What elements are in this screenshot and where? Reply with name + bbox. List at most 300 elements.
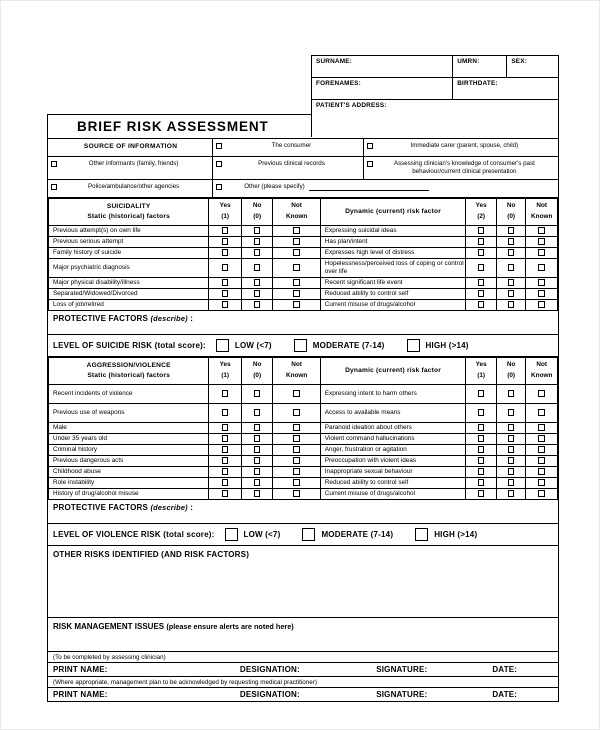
date-field[interactable]: DATE: (492, 689, 518, 699)
static-yes-cell[interactable] (209, 403, 242, 422)
table-row (49, 403, 558, 422)
checkbox-icon[interactable] (478, 290, 485, 297)
violence-risk-high-option[interactable] (415, 528, 477, 541)
violence-risk-moderate-option[interactable] (302, 528, 393, 541)
static-no-cell[interactable] (241, 444, 273, 455)
checkbox-icon[interactable] (478, 264, 485, 271)
table-row (49, 433, 558, 444)
signature-field[interactable]: SIGNATURE: (376, 689, 428, 699)
static-no-cell[interactable] (241, 288, 273, 299)
static-notknown-cell[interactable] (273, 433, 320, 444)
static-no-cell[interactable] (241, 433, 273, 444)
dynamic-yes-cell[interactable] (466, 299, 497, 310)
dynamic-notknown-cell[interactable] (526, 236, 558, 247)
checkbox-icon[interactable] (293, 490, 300, 497)
static-no-cell[interactable] (241, 477, 273, 488)
checkbox-icon[interactable] (478, 390, 485, 397)
dynamic-yes-cell[interactable] (466, 466, 497, 477)
static-no-cell[interactable] (241, 466, 273, 477)
static-yes-cell[interactable] (209, 225, 242, 236)
checkbox-icon[interactable] (538, 490, 545, 497)
dynamic-yes-cell[interactable] (466, 403, 497, 422)
checkbox-icon[interactable] (293, 227, 300, 234)
static-no-cell[interactable] (241, 384, 273, 403)
checkbox-icon[interactable] (293, 468, 300, 475)
table-row (49, 422, 558, 433)
static-notknown-cell[interactable] (273, 444, 320, 455)
sticker-row-1 (312, 56, 558, 78)
designation-field[interactable]: DESIGNATION: (239, 689, 300, 699)
static-factor-label: Major physical disability/illness (49, 277, 209, 288)
checkbox-icon[interactable] (293, 435, 300, 442)
suicide-risk-moderate-option[interactable] (294, 339, 385, 352)
table-row (49, 384, 558, 403)
static-yes-cell[interactable] (209, 236, 242, 247)
checkbox-icon[interactable] (538, 424, 545, 431)
checkbox-icon[interactable] (478, 238, 485, 245)
checkbox-icon[interactable] (538, 227, 545, 234)
checkbox-icon[interactable] (254, 424, 261, 431)
checkbox-icon[interactable] (254, 479, 261, 486)
checkbox-icon[interactable] (222, 290, 229, 297)
checkbox-icon[interactable] (508, 238, 515, 245)
clinician-signature-row (48, 663, 558, 677)
dynamic-yes-cell[interactable] (466, 225, 497, 236)
static-factor-label: Previous serious attempt (49, 236, 209, 247)
static-factor-label: Separated/Widowed/Divorced (49, 288, 209, 299)
static-factor-label: Previous dangerous acts (49, 455, 209, 466)
static-factor-label: Criminal history (49, 444, 209, 455)
option-label: MODERATE (7-14) (312, 340, 385, 350)
risk-management-note: (please ensure alerts are noted here) (166, 621, 294, 631)
suicidality-header-row (49, 198, 558, 225)
table-row (49, 277, 558, 288)
checkbox-icon[interactable] (254, 446, 261, 453)
print-name-field[interactable]: PRINT NAME: (53, 664, 108, 674)
checkbox-icon[interactable] (222, 457, 229, 464)
checkbox-icon[interactable] (222, 238, 229, 245)
other-specify-input[interactable] (309, 184, 429, 191)
checkbox-icon[interactable] (508, 290, 515, 297)
dynamic-no-cell[interactable] (496, 455, 526, 466)
suicidality-table (48, 198, 558, 311)
print-name-field[interactable]: PRINT NAME: (53, 689, 108, 699)
static-notknown-cell[interactable] (273, 455, 320, 466)
checkbox-icon[interactable] (478, 490, 485, 497)
checkbox-icon[interactable] (508, 424, 515, 431)
checkbox-icon[interactable] (538, 409, 545, 416)
option-label: HIGH (>14) (425, 340, 469, 350)
checkbox-icon[interactable] (254, 435, 261, 442)
checkbox-icon[interactable] (478, 279, 485, 286)
checkbox-icon[interactable] (222, 227, 229, 234)
suicidality-static-heading: SUICIDALITY Static (historical) factors (49, 198, 209, 225)
checkbox-icon[interactable] (538, 457, 545, 464)
source-option-label: Other informants (family, friends) (88, 160, 179, 167)
checkbox-icon[interactable] (222, 301, 229, 308)
birthdate-field[interactable]: BIRTHDATE: (452, 78, 558, 99)
checkbox-icon[interactable] (254, 227, 261, 234)
checkbox-icon[interactable] (222, 479, 229, 486)
dynamic-no-cell[interactable] (496, 258, 526, 277)
checkbox-icon[interactable] (508, 264, 515, 271)
static-factor-label: Loss of job/retired (49, 299, 209, 310)
checkbox-icon[interactable] (478, 479, 485, 486)
static-yes-cell[interactable] (209, 488, 242, 499)
violence-header-row (49, 357, 558, 384)
dynamic-factor-label: Expressing suicidal ideas (320, 225, 466, 236)
dynamic-no-cell[interactable] (496, 236, 526, 247)
checkbox-icon[interactable] (508, 446, 515, 453)
dynamic-no-cell[interactable] (496, 422, 526, 433)
static-notknown-cell[interactable] (273, 236, 320, 247)
static-notknown-cell[interactable] (273, 288, 320, 299)
checkbox-icon[interactable] (508, 227, 515, 234)
source-option-police-ambulance[interactable] (48, 180, 212, 197)
checkbox-icon[interactable] (222, 446, 229, 453)
level-of-violence-risk-label: LEVEL OF VIOLENCE RISK (total score): (53, 529, 215, 539)
violence-dynamic-col-notknown: Not Known (526, 357, 558, 384)
checkbox-icon[interactable] (538, 468, 545, 475)
option-label: HIGH (>14) (434, 529, 478, 539)
suicidality-dynamic-col-notknown: Not Known (526, 198, 558, 225)
static-yes-cell[interactable] (209, 466, 242, 477)
static-yes-cell[interactable] (209, 258, 242, 277)
checkbox-icon[interactable] (508, 279, 515, 286)
dynamic-no-cell[interactable] (496, 247, 526, 258)
dynamic-yes-cell[interactable] (466, 277, 497, 288)
sticker-cutout (311, 113, 558, 137)
table-row (49, 466, 558, 477)
checkbox-icon[interactable] (254, 490, 261, 497)
risk-management-label: RISK MANAGEMENT ISSUES (53, 621, 165, 631)
checkbox-icon[interactable] (508, 468, 515, 475)
checkbox-icon[interactable] (508, 435, 515, 442)
checkbox-icon[interactable] (293, 457, 300, 464)
checkbox-icon[interactable] (222, 409, 229, 416)
dynamic-notknown-cell[interactable] (526, 403, 558, 422)
clinician-note: (To be completed by assessing clinician) (48, 652, 558, 663)
checkbox-icon[interactable] (538, 238, 545, 245)
dynamic-notknown-cell[interactable] (526, 488, 558, 499)
dynamic-notknown-cell[interactable] (526, 422, 558, 433)
dynamic-yes-cell[interactable] (466, 422, 497, 433)
checkbox-icon[interactable] (508, 301, 515, 308)
static-no-cell[interactable] (241, 299, 273, 310)
checkbox-icon[interactable] (538, 301, 545, 308)
checkbox-icon[interactable] (222, 435, 229, 442)
checkbox-icon[interactable] (407, 339, 420, 352)
checkbox-icon[interactable] (538, 479, 545, 486)
static-factor-label: Under 35 years old (49, 433, 209, 444)
static-no-cell[interactable] (241, 236, 273, 247)
checkbox-icon[interactable] (538, 446, 545, 453)
table-row (49, 236, 558, 247)
checkbox-icon[interactable] (538, 390, 545, 397)
checkbox-icon[interactable] (293, 409, 300, 416)
static-notknown-cell[interactable] (273, 466, 320, 477)
checkbox-icon[interactable] (415, 528, 428, 541)
violence-static-col-yes: Yes (1) (209, 357, 242, 384)
checkbox-icon[interactable] (478, 249, 485, 256)
signature-field[interactable]: SIGNATURE: (376, 664, 428, 674)
static-yes-cell[interactable] (209, 455, 242, 466)
dynamic-no-cell[interactable] (496, 225, 526, 236)
dynamic-yes-cell[interactable] (466, 236, 497, 247)
static-no-cell[interactable] (241, 247, 273, 258)
dynamic-yes-cell[interactable] (466, 247, 497, 258)
static-notknown-cell[interactable] (273, 299, 320, 310)
static-yes-cell[interactable] (209, 277, 242, 288)
source-option-label: Police/ambulance/other agencies (88, 182, 180, 190)
dynamic-no-cell[interactable] (496, 403, 526, 422)
dynamic-no-cell[interactable] (496, 444, 526, 455)
checkbox-icon[interactable] (478, 424, 485, 431)
other-risks-section[interactable] (48, 546, 558, 618)
checkbox-icon[interactable] (222, 279, 229, 286)
checkbox-icon[interactable] (478, 435, 485, 442)
surname-field[interactable]: SURNAME: (316, 58, 353, 65)
table-row (49, 288, 558, 299)
source-of-information-row-3 (48, 180, 558, 198)
static-notknown-cell[interactable] (273, 247, 320, 258)
checkbox-icon[interactable] (538, 264, 545, 271)
protective-factors-hint: (describe) (150, 313, 188, 323)
checkbox-icon[interactable] (538, 279, 545, 286)
checkbox-icon[interactable] (538, 290, 545, 297)
suicidality-dynamic-col-no: No (0) (496, 198, 526, 225)
static-notknown-cell[interactable] (273, 488, 320, 499)
checkbox-icon[interactable] (293, 264, 300, 271)
dynamic-notknown-cell[interactable] (526, 277, 558, 288)
checkbox-icon[interactable] (293, 290, 300, 297)
static-notknown-cell[interactable] (273, 258, 320, 277)
level-of-violence-risk-row (48, 524, 558, 546)
checkbox-icon[interactable] (508, 490, 515, 497)
dynamic-factor-label: Current misuse of drugs/alcohol (320, 488, 466, 499)
source-option-previous-clinical-records[interactable] (212, 157, 362, 179)
checkbox-icon[interactable] (293, 238, 300, 245)
dynamic-factor-label: Inappropriate sexual behaviour (320, 466, 466, 477)
static-yes-cell[interactable] (209, 422, 242, 433)
dynamic-no-cell[interactable] (496, 488, 526, 499)
checkbox-icon[interactable] (222, 249, 229, 256)
dynamic-notknown-cell[interactable] (526, 384, 558, 403)
checkbox-icon[interactable] (293, 479, 300, 486)
static-yes-cell[interactable] (209, 433, 242, 444)
forenames-field[interactable]: FORENAMES: (316, 80, 361, 87)
static-no-cell[interactable] (241, 277, 273, 288)
dynamic-notknown-cell[interactable] (526, 477, 558, 488)
dynamic-notknown-cell[interactable] (526, 288, 558, 299)
dynamic-notknown-cell[interactable] (526, 466, 558, 477)
dynamic-factor-label: Preoccupation with violent ideas (320, 455, 466, 466)
dynamic-yes-cell[interactable] (466, 433, 497, 444)
source-option-other-specify[interactable] (212, 180, 558, 197)
checkbox-icon[interactable] (294, 339, 307, 352)
static-no-cell[interactable] (241, 422, 273, 433)
checkbox-icon[interactable] (508, 457, 515, 464)
dynamic-yes-cell[interactable] (466, 384, 497, 403)
checkbox-icon[interactable] (478, 457, 485, 464)
checkbox-icon[interactable] (254, 301, 261, 308)
dynamic-notknown-cell[interactable] (526, 444, 558, 455)
dynamic-notknown-cell[interactable] (526, 225, 558, 236)
table-row (49, 477, 558, 488)
dynamic-no-cell[interactable] (496, 288, 526, 299)
static-factor-label: Role instability (49, 477, 209, 488)
violence-protective-factors[interactable] (48, 500, 558, 524)
dynamic-factor-label: Has plan/intent (320, 236, 466, 247)
checkbox-icon[interactable] (478, 227, 485, 234)
source-option-immediate-carer[interactable] (363, 139, 558, 156)
static-notknown-cell[interactable] (273, 277, 320, 288)
dynamic-yes-cell[interactable] (466, 288, 497, 299)
checkbox-icon[interactable] (254, 238, 261, 245)
table-row (49, 299, 558, 310)
static-no-cell[interactable] (241, 403, 273, 422)
sex-field[interactable]: SEX: (506, 56, 558, 77)
date-field[interactable]: DATE: (492, 664, 518, 674)
dynamic-factor-label: Recent significant life event (320, 277, 466, 288)
dynamic-notknown-cell[interactable] (526, 299, 558, 310)
dynamic-yes-cell[interactable] (466, 258, 497, 277)
static-factor-label: Major psychiatric diagnosis (49, 258, 209, 277)
checkbox-icon[interactable] (293, 279, 300, 286)
checkbox-icon[interactable] (508, 249, 515, 256)
dynamic-factor-label: Access to available means (320, 403, 466, 422)
checkbox-icon[interactable] (478, 301, 485, 308)
checkbox-icon[interactable] (293, 249, 300, 256)
table-row (49, 444, 558, 455)
dynamic-no-cell[interactable] (496, 299, 526, 310)
dynamic-factor-label: Reduced ability to control self (320, 477, 466, 488)
dynamic-no-cell[interactable] (496, 384, 526, 403)
static-yes-cell[interactable] (209, 477, 242, 488)
checkbox-icon[interactable] (478, 446, 485, 453)
dynamic-notknown-cell[interactable] (526, 455, 558, 466)
dynamic-notknown-cell[interactable] (526, 258, 558, 277)
table-row (49, 455, 558, 466)
checkbox-icon[interactable] (508, 479, 515, 486)
dynamic-yes-cell[interactable] (466, 444, 497, 455)
static-yes-cell[interactable] (209, 247, 242, 258)
static-no-cell[interactable] (241, 455, 273, 466)
checkbox-icon[interactable] (478, 409, 485, 416)
checkbox-icon[interactable] (538, 249, 545, 256)
checkbox-icon[interactable] (222, 424, 229, 431)
checkbox-icon[interactable] (254, 290, 261, 297)
practitioner-signature-row (48, 688, 558, 701)
violence-dynamic-heading: Dynamic (current) risk factor (320, 357, 466, 384)
checkbox-icon[interactable] (254, 468, 261, 475)
checkbox-icon[interactable] (508, 390, 515, 397)
checkbox-icon[interactable] (254, 390, 261, 397)
checkbox-icon[interactable] (302, 528, 315, 541)
suicidality-dynamic-col-yes: Yes (2) (466, 198, 497, 225)
checkbox-icon[interactable] (293, 301, 300, 308)
static-notknown-cell[interactable] (273, 422, 320, 433)
checkbox-icon[interactable] (293, 446, 300, 453)
static-yes-cell[interactable] (209, 288, 242, 299)
dynamic-notknown-cell[interactable] (526, 433, 558, 444)
dynamic-yes-cell[interactable] (466, 488, 497, 499)
checkbox-icon[interactable] (478, 468, 485, 475)
suicide-risk-low-option[interactable] (216, 339, 272, 352)
checkbox-icon[interactable] (254, 249, 261, 256)
checkbox-icon[interactable] (222, 390, 229, 397)
designation-field[interactable]: DESIGNATION: (239, 664, 300, 674)
static-notknown-cell[interactable] (273, 477, 320, 488)
suicidality-static-col-no: No (0) (241, 198, 273, 225)
static-factor-label: Previous use of weapons (49, 403, 209, 422)
protective-factors-label: PROTECTIVE FACTORS (53, 502, 149, 512)
violence-static-col-no: No (0) (241, 357, 273, 384)
checkbox-icon[interactable] (222, 468, 229, 475)
checkbox-icon[interactable] (222, 264, 229, 271)
static-no-cell[interactable] (241, 225, 273, 236)
checkbox-icon[interactable] (254, 409, 261, 416)
source-option-clinician-knowledge[interactable] (363, 157, 558, 179)
dynamic-no-cell[interactable] (496, 477, 526, 488)
suicidality-dynamic-heading: Dynamic (current) risk factor (320, 198, 466, 225)
checkbox-icon[interactable] (293, 390, 300, 397)
dynamic-no-cell[interactable] (496, 466, 526, 477)
suicide-risk-high-option[interactable] (407, 339, 469, 352)
checkbox-icon[interactable] (222, 490, 229, 497)
checkbox-icon[interactable] (216, 339, 229, 352)
static-yes-cell[interactable] (209, 299, 242, 310)
violence-risk-low-option[interactable] (225, 528, 281, 541)
static-yes-cell[interactable] (209, 444, 242, 455)
dynamic-yes-cell[interactable] (466, 477, 497, 488)
checkbox-icon[interactable] (293, 424, 300, 431)
checkbox-icon[interactable] (538, 435, 545, 442)
suicide-protective-factors[interactable] (48, 311, 558, 335)
source-option-other-informants[interactable] (48, 157, 212, 179)
static-notknown-cell[interactable] (273, 225, 320, 236)
dynamic-factor-label: Anger, frustration or agitation (320, 444, 466, 455)
patient-address-field[interactable]: PATIENT'S ADDRESS: (316, 102, 387, 109)
source-option-the-consumer[interactable] (212, 139, 362, 156)
protective-factors-colon: : (187, 502, 194, 512)
risk-management-issues-section[interactable] (48, 618, 558, 652)
static-notknown-cell[interactable] (273, 403, 320, 422)
dynamic-yes-cell[interactable] (466, 455, 497, 466)
umrn-field[interactable]: UMRN: (452, 56, 506, 77)
dynamic-no-cell[interactable] (496, 277, 526, 288)
source-of-information-row-2 (48, 157, 558, 180)
checkbox-icon[interactable] (508, 409, 515, 416)
protective-factors-hint: (describe) (150, 502, 188, 512)
static-yes-cell[interactable] (209, 384, 242, 403)
checkbox-icon[interactable] (254, 264, 261, 271)
dynamic-factor-label: Paranoid ideation about others (320, 422, 466, 433)
static-no-cell[interactable] (241, 258, 273, 277)
checkbox-icon[interactable] (254, 457, 261, 464)
violence-static-col-notknown: Not Known (273, 357, 320, 384)
practitioner-note: (Where appropriate, management plan to be acknowledged by requesting medical practitioner) (48, 677, 558, 688)
source-option-label: The consumer (271, 142, 312, 149)
dynamic-no-cell[interactable] (496, 433, 526, 444)
static-factor-label: Recent incidents of violence (49, 384, 209, 403)
static-notknown-cell[interactable] (273, 384, 320, 403)
checkbox-icon[interactable] (254, 279, 261, 286)
static-factor-label: Childhood abuse (49, 466, 209, 477)
dynamic-notknown-cell[interactable] (526, 247, 558, 258)
static-no-cell[interactable] (241, 488, 273, 499)
checkbox-icon[interactable] (225, 528, 238, 541)
